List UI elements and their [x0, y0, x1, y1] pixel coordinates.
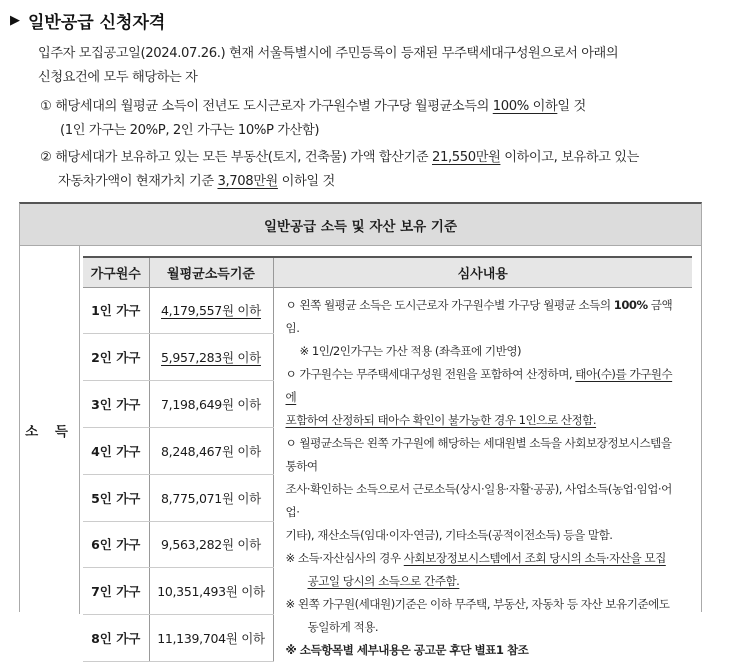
household-cell: 5인 가구	[83, 474, 149, 521]
income-cell	[149, 334, 273, 381]
household-cell: 4인 가구	[83, 427, 149, 474]
income-criteria-table	[83, 256, 692, 662]
condition-2b-text: 자동차가액이 현재가치 기준	[58, 174, 218, 189]
header-income: 월평균소득기준	[149, 257, 273, 287]
review-paragraph-5-line-2: 동일하게 적용.	[307, 619, 379, 634]
review-text: ㅇ 가구원수는 무주택세대구성원 전원을 포함하여 산정하며,	[285, 366, 576, 381]
review-paragraph-6	[286, 639, 683, 662]
section-title: 일반공급 신청자격	[28, 13, 166, 33]
table-header-row	[83, 257, 692, 287]
review-paragraph-3-line-2: 조사·확인하는 소득으로서 근로소득(상시·일용·자활·공공), 사업소득(농업·임업·어업·	[285, 481, 672, 519]
review-paragraph-1	[286, 294, 683, 340]
condition-2b-highlight: 3,708만원	[217, 174, 278, 189]
review-text: 금액임.	[285, 297, 673, 335]
income-cell: 7,198,649원 이하	[149, 381, 273, 428]
review-bold: ※ 소득항목별 세부내용은 공고문 후단 별표1 참조	[285, 642, 529, 657]
income-side-label: 소 득	[20, 246, 80, 614]
review-paragraph-4-cont	[286, 570, 683, 593]
condition-2-continued	[58, 170, 728, 194]
review-underline: 태아(수)를 가구원수에	[285, 366, 673, 404]
review-paragraph-3-line-3: 기타), 재산소득(임대·이자·연금), 기타소득(공적이전소득) 등을 말함.	[285, 527, 613, 542]
income-value: 5,957,283원 이하	[161, 350, 261, 366]
condition-1-highlight: 100% 이하	[492, 99, 558, 114]
condition-2-text: ② 해당세대가 보유하고 있는 모든 부동산(토지, 건축물) 가액 합산기준	[40, 150, 432, 165]
criteria-box-title: 일반공급 소득 및 자산 보유 기준	[20, 204, 701, 246]
income-cell: 9,563,282원 이하	[149, 521, 273, 568]
household-cell: 7인 가구	[83, 568, 149, 615]
review-underline: 사회보장정보시스템에서 조회 당시의 소득·자산을 모집	[403, 550, 666, 565]
condition-2	[40, 146, 710, 170]
income-value: 4,179,557원 이하	[161, 303, 261, 319]
table-row	[83, 287, 692, 334]
condition-2-suffix: 이하이고, 보유하고 있는	[500, 150, 639, 165]
intro-line-1: 입주자 모집공고일(2024.07.26.) 현재 서울특별시에 주민등록이 등재된 무주택세대구성원으로서 아래의	[38, 46, 619, 61]
review-text: ㅇ 왼쪽 월평균 소득은 도시근로자 가구원수별 가구당 월평균 소득의	[285, 297, 614, 312]
intro-line-2: 신청요건에 모두 해당하는 자	[38, 70, 198, 85]
section-heading	[10, 8, 165, 33]
household-cell: 8인 가구	[83, 615, 149, 662]
income-cell	[149, 287, 273, 334]
condition-1-note: (1인 가구는 20%P, 2인 가구는 10%P 가산함)	[60, 123, 320, 138]
income-cell: 11,139,704원 이하	[149, 615, 273, 662]
review-underline: 공고일 당시의 소득으로 간주함.	[307, 573, 460, 588]
review-paragraph-3-line-1: ㅇ 월평균소득은 왼쪽 가구원에 해당하는 세대원별 소득을 사회보장정보시스템을 통하여	[285, 435, 672, 473]
review-underline: 포함하여 산정하되 태아수 확인이 불가능한 경우 1인으로 산정함.	[285, 412, 597, 427]
condition-1-suffix: 일 것	[557, 99, 586, 114]
condition-2b-suffix: 이하일 것	[277, 174, 335, 189]
review-paragraph-2	[286, 363, 683, 409]
income-cell: 8,775,071원 이하	[149, 474, 273, 521]
review-content	[273, 287, 692, 662]
review-paragraph-5-line-1: ※ 왼쪽 가구원(세대원)기준은 이하 무주택, 부동산, 자동차 등 자산 보유기준에도	[285, 596, 670, 611]
income-cell: 8,248,467원 이하	[149, 427, 273, 474]
review-paragraph-2-cont	[286, 409, 683, 432]
header-review: 심사내용	[273, 257, 692, 287]
household-cell: 1인 가구	[83, 287, 149, 334]
header-household: 가구원수	[83, 257, 149, 287]
triangle-marker-icon: ▶	[10, 13, 20, 28]
condition-1-text: ① 해당세대의 월평균 소득이 전년도 도시근로자 가구원수별 가구당 월평균소득의	[40, 99, 493, 114]
household-cell: 6인 가구	[83, 521, 149, 568]
income-cell: 10,351,493원 이하	[149, 568, 273, 615]
intro-text	[38, 42, 708, 90]
review-paragraph-4	[286, 547, 683, 570]
condition-2-highlight: 21,550만원	[432, 150, 501, 165]
review-bold: 100%	[613, 297, 648, 312]
household-cell: 3인 가구	[83, 381, 149, 428]
review-note-1: ※ 1인/2인가구는 가산 적용 (좌측표에 기반영)	[299, 343, 522, 358]
review-text: ※ 소득·자산심사의 경우	[285, 550, 404, 565]
household-cell: 2인 가구	[83, 334, 149, 381]
condition-1	[40, 95, 710, 119]
